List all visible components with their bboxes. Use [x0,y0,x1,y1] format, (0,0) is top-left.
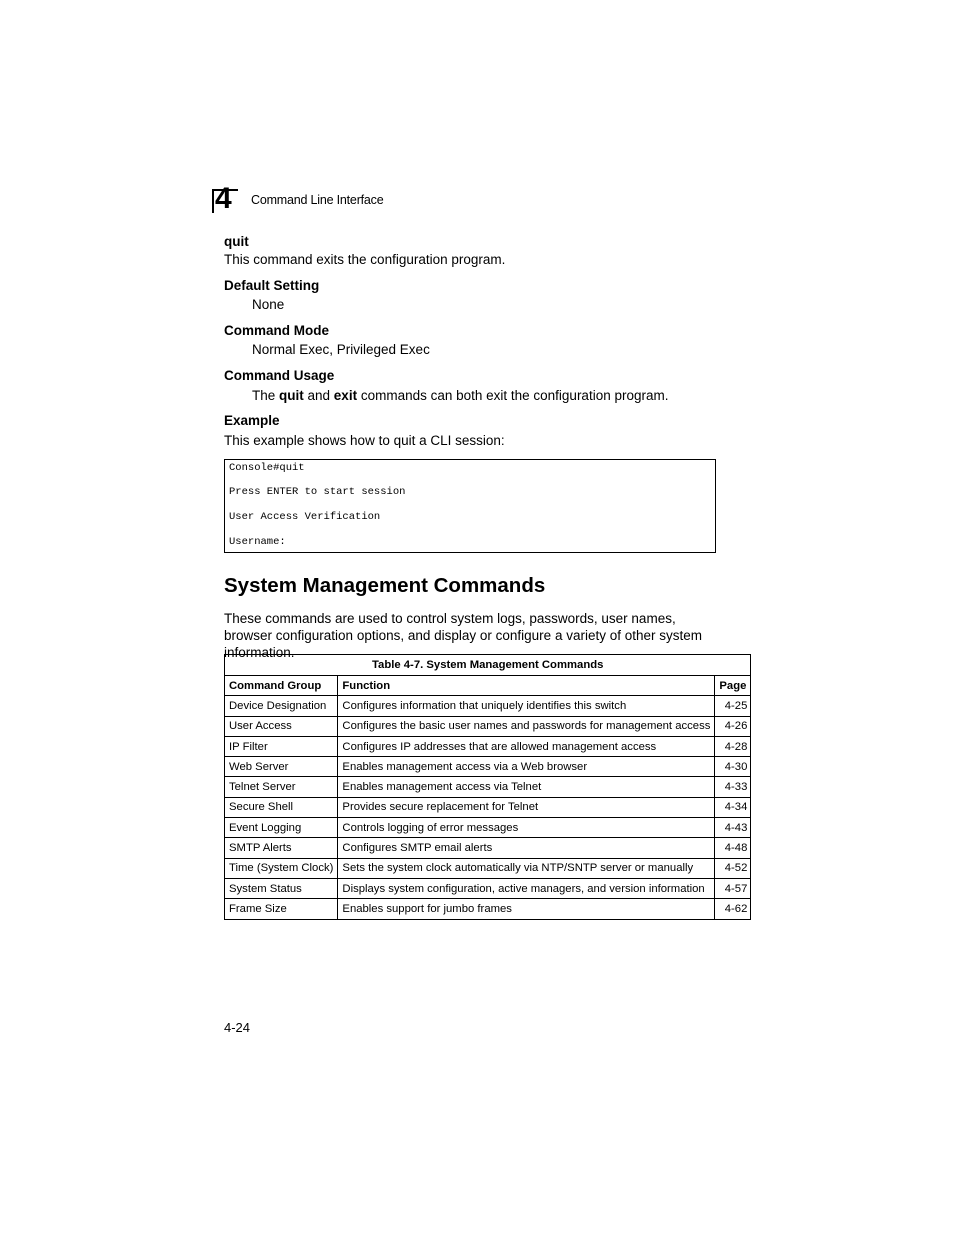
cell-command-group: System Status [225,878,338,898]
command-name-heading: quit [224,234,249,249]
cell-page: 4-57 [715,878,751,898]
table-row [225,716,751,736]
table-row [225,757,751,777]
usage-text-mid: and [303,388,334,403]
cell-page: 4-33 [715,777,751,797]
usage-text-pre: The [252,388,280,403]
cell-page: 4-28 [715,736,751,756]
usage-text-exit: exit [333,388,358,403]
cell-function: Enables management access via Telnet [338,777,715,797]
table-caption-row [225,655,751,676]
table-row [225,878,751,898]
cell-command-group: Time (System Clock) [225,858,338,878]
usage-text-quit: quit [279,388,304,403]
cell-function: Configures information that uniquely identifies this switch [338,696,715,716]
command-description: This command exits the configuration program. [224,252,506,267]
cell-command-group: Frame Size [225,899,338,919]
code-line: Username: [229,536,286,548]
cell-page: 4-25 [715,696,751,716]
usage-text-post: commands can both exit the configuration program. [357,388,669,403]
table-caption: Table 4-7. System Management Commands [225,655,751,676]
cell-page: 4-62 [715,899,751,919]
cell-function: Enables support for jumbo frames [338,899,715,919]
chapter-number: 4 [215,182,231,215]
example-heading: Example [224,413,280,428]
cell-function: Sets the system clock automatically via NTP/SNTP server or manually [338,858,715,878]
column-header: Command Group [225,676,338,696]
cell-function: Configures IP addresses that are allowed management access [338,736,715,756]
system-management-table [224,654,751,920]
column-header: Function [338,676,715,696]
example-intro: This example shows how to quit a CLI session: [224,433,505,448]
cell-page: 4-48 [715,838,751,858]
code-example-box [224,459,716,553]
command-usage-heading: Command Usage [224,368,335,383]
table-header-row [225,676,751,696]
cell-function: Provides secure replacement for Telnet [338,797,715,817]
cell-command-group: SMTP Alerts [225,838,338,858]
cell-page: 4-52 [715,858,751,878]
table-row [225,838,751,858]
section-title: System Management Commands [224,574,546,597]
table-row [225,818,751,838]
chapter-number-box [212,182,238,215]
cell-command-group: Secure Shell [225,797,338,817]
table-row [225,736,751,756]
cell-command-group: Event Logging [225,818,338,838]
code-line: User Access Verification [229,511,381,523]
default-setting-heading: Default Setting [224,278,320,293]
command-mode-value: Normal Exec, Privileged Exec [252,342,430,357]
cell-command-group: Device Designation [225,696,338,716]
cell-function: Displays system configuration, active managers, and version information [338,878,715,898]
cell-page: 4-34 [715,797,751,817]
default-setting-value: None [252,297,285,312]
table-row [225,777,751,797]
cell-function: Configures SMTP email alerts [338,838,715,858]
table-row [225,696,751,716]
table-row [225,899,751,919]
command-mode-heading: Command Mode [224,323,330,338]
command-usage-text [252,388,668,403]
cell-function: Configures the basic user names and passwords for management access [338,716,715,736]
code-line: Console#quit [229,462,305,474]
cell-command-group: Web Server [225,757,338,777]
code-line: Press ENTER to start session [229,486,406,498]
chapter-title: Command Line Interface [251,193,384,207]
table-row [225,797,751,817]
cell-page: 4-43 [715,818,751,838]
cell-function: Enables management access via a Web browser [338,757,715,777]
cell-command-group: Telnet Server [225,777,338,797]
page-number: 4-24 [224,1020,251,1035]
column-header: Page [715,676,751,696]
cell-function: Controls logging of error messages [338,818,715,838]
table-row [225,858,751,878]
cell-page: 4-26 [715,716,751,736]
cell-command-group: User Access [225,716,338,736]
cell-page: 4-30 [715,757,751,777]
section-paragraph: These commands are used to control system logs, passwords, user names, browser configuration options, and display or configure a variety of other system information. [224,611,702,660]
cell-command-group: IP Filter [225,736,338,756]
